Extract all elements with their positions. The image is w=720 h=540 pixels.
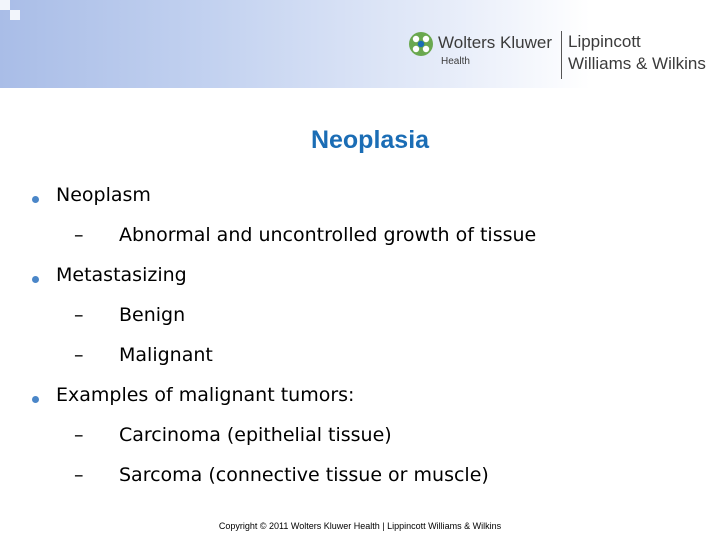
sub-bullet-text: Abnormal and uncontrolled growth of tissue [119,224,537,246]
brand-name [568,31,706,75]
dash-icon: – [74,224,84,246]
corner-pattern [0,0,20,20]
dash-icon: – [74,424,84,446]
bullet-icon [32,196,39,203]
sub-bullet-text: Malignant [119,344,213,366]
sub-bullet-item [74,224,710,246]
bullet-icon [32,276,39,283]
bullet-icon [32,396,39,403]
sub-bullet-text: Sarcoma (connective tissue or muscle) [119,464,489,486]
dash-icon: – [74,344,84,366]
bullet-item [30,184,710,246]
bullet-list [30,184,710,504]
dash-icon: – [74,304,84,326]
sub-bullet-text: Benign [119,304,186,326]
wolters-kluwer-logo-icon [408,31,434,57]
bullet-text: Metastasizing [56,264,187,286]
brand-line-1: Lippincott [568,32,641,51]
logo-name: Wolters Kluwer [438,33,552,52]
dash-icon: – [74,464,84,486]
sub-bullet-list [56,224,710,246]
bullet-text: Examples of malignant tumors: [56,384,355,406]
brand-line-2: Williams & Wilkins [568,54,706,73]
bullet-item [30,384,710,486]
bullet-text: Neoplasm [56,184,151,206]
sub-bullet-item [74,424,710,446]
slide-title: Neoplasia [310,126,430,154]
bullet-item [30,264,710,366]
sub-bullet-text: Carcinoma (epithelial tissue) [119,424,392,446]
sub-bullet-item [74,304,710,326]
sub-bullet-list [56,424,710,486]
header-band [0,0,720,88]
sub-bullet-list [56,304,710,366]
sub-bullet-item [74,344,710,366]
logo-divider [561,31,562,79]
sub-bullet-item [74,464,710,486]
logo-subtitle: Health [441,56,470,67]
footer-copyright: Copyright © 2011 Wolters Kluwer Health | Lippincott Williams & Wilkins [218,521,502,531]
